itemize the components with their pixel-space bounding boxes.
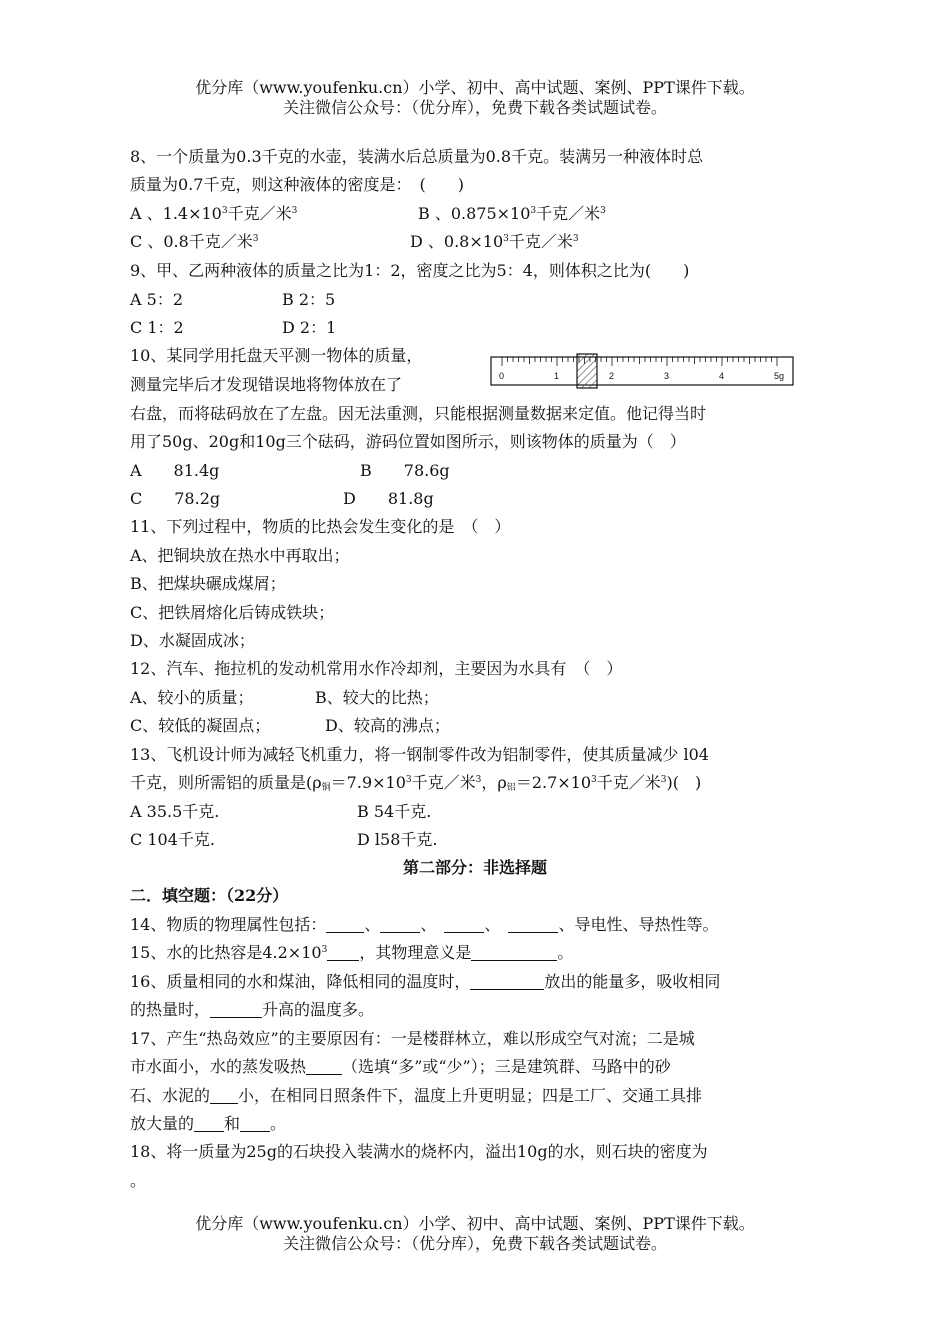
q13-stem-line-1: 13、飞机设计师为减轻飞机重力，将一钢制零件改为铝制零件，使其质量减少 l04 — [130, 745, 709, 764]
q8-option-c: C 、0.8千克／米$^3$ — [130, 232, 259, 251]
part2-title: 第二部分：非选择题 — [402, 858, 547, 877]
balance-beam-scale-figure — [490, 352, 796, 392]
scale-frame — [491, 357, 793, 385]
rider-slider — [577, 354, 597, 388]
scale-label: 2 — [609, 371, 615, 381]
q13-stem-line-2: 千克，则所需铝的质量是($\rho_铜=7.9\times 10^3$千克／米$^3$，$\rho_铝=2.7\times 10^3$千克／米$^3$)( ) — [130, 773, 702, 793]
q8-option-d: D 、$0.8\times 10^3$千克／米$^3$ — [410, 232, 579, 251]
scale-label: 0 — [499, 371, 505, 381]
q10-option-a: A 81.4g — [130, 461, 220, 480]
q13-option-d: D l58千克. — [357, 830, 438, 849]
q16-blank-1[interactable] — [470, 973, 544, 990]
q11-option-a: A、把铜块放在热水中再取出； — [130, 546, 350, 565]
q13-option-a: A 35.5千克. — [130, 802, 220, 821]
q13-option-c: C 104千克. — [130, 830, 215, 849]
q17-line-4: 放大量的 和 。 — [130, 1114, 287, 1133]
q11-option-c: C、把铁屑熔化后铸成铁块； — [130, 603, 335, 622]
q11-option-b: B、把煤块碾成煤屑； — [130, 574, 286, 593]
q10-stem-line-3: 右盘，而将砝码放在了左盘。因无法重测，只能根据测量数据来定值。他记得当时 — [130, 404, 707, 423]
q10-option-c: C 78.2g — [130, 489, 221, 508]
q17-line-1: 17、产生“热岛效应”的主要原因有：一是楼群林立，难以形成空气对流；二是城 — [130, 1029, 695, 1048]
q10-option-b: B 78.6g — [360, 461, 450, 480]
q17-blank-2[interactable] — [210, 1087, 238, 1104]
q15-line: 15、水的比热容是$4.2\times 10^3$ ，其物理意义是 。 — [130, 943, 574, 962]
q17-blank-1[interactable] — [306, 1058, 342, 1075]
fill-in-section-heading: 二．填空题：（22分） — [130, 886, 289, 905]
q16-blank-2[interactable] — [210, 1001, 262, 1018]
q9-option-b: B 2：5 — [282, 290, 336, 309]
q14-line: 14、物质的物理属性包括： 、 、 、 、导电性、导热性等。 — [130, 915, 719, 934]
q9-option-d: D 2：1 — [282, 318, 337, 337]
q18-line-1: 18、将一质量为25g的石块投入装满水的烧杯内，溢出10g的水，则石块的密度为 — [130, 1142, 708, 1161]
scale-label: 4 — [719, 371, 725, 381]
scale-label: 5g — [774, 371, 785, 381]
q18-line-2: 。 — [130, 1171, 147, 1190]
q12-option-a: A、较小的质量； — [130, 688, 254, 707]
q16-line-1: 16、质量相同的水和煤油，降低相同的温度时， 放出的能量多，吸收相同 — [130, 972, 721, 991]
q10-stem-line-1: 10、某同学用托盘天平测一物体的质量， — [130, 346, 423, 365]
q10-stem-line-2: 测量完毕后才发现错误地将物体放在了 — [130, 375, 403, 394]
q12-option-b: B、较大的比热； — [315, 688, 439, 707]
header-line-2: 关注微信公众号：（优分库），免费下载各类试题试卷。 — [282, 98, 667, 117]
q16-line-2: 的热量时， 升高的温度多。 — [130, 1000, 375, 1019]
q11-option-d: D、水凝固成冰； — [130, 631, 255, 650]
scale-label: 3 — [664, 371, 670, 381]
scale-label: 1 — [554, 371, 560, 381]
q8-stem-line-1: 8、一个质量为0.3千克的水壶，装满水后总质量为0.8千克。装满另一种液体时总 — [130, 147, 704, 166]
q13-option-b: B 54千克. — [357, 802, 432, 821]
q14-blank-3[interactable] — [444, 916, 484, 933]
q12-stem: 12、汽车、拖拉机的发动机常用水作冷却剂，主要因为水具有 （ ） — [130, 659, 623, 678]
q17-blank-4[interactable] — [240, 1115, 270, 1132]
q9-option-c: C 1：2 — [130, 318, 184, 337]
footer-line-2: 关注微信公众号：（优分库），免费下载各类试题试卷。 — [282, 1234, 667, 1253]
q15-blank-1[interactable] — [327, 944, 359, 961]
q12-option-c: C、较低的凝固点； — [130, 716, 271, 735]
q11-stem: 11、下列过程中，物质的比热会发生变化的是 （ ） — [130, 517, 511, 536]
header-line-1: 优分库（www.youfenku.cn）小学、初中、高中试题、案例、PPT课件下载。 — [195, 78, 755, 97]
q17-blank-3[interactable] — [194, 1115, 224, 1132]
q8-option-a: A 、$1.4\times 10^3$千克／米$^3$ — [130, 204, 298, 223]
q17-line-3: 石、水泥的 小，在相同日照条件下，温度上升更明显；四是工厂、交通工具排 — [130, 1086, 703, 1105]
q10-option-d: D 81.8g — [343, 489, 434, 508]
q14-blank-2[interactable] — [380, 916, 420, 933]
footer-line-1: 优分库（www.youfenku.cn）小学、初中、高中试题、案例、PPT课件下载。 — [195, 1214, 755, 1233]
q14-blank-1[interactable] — [326, 916, 364, 933]
q8-stem-line-2: 质量为0.7千克，则这种液体的密度是： ( ) — [130, 175, 464, 194]
q10-stem-line-4: 用了50g、20g和10g三个砝码，游码位置如图所示，则该物体的质量为（ ） — [130, 432, 686, 451]
q14-blank-4[interactable] — [508, 916, 558, 933]
q9-stem: 9、甲、乙两种液体的质量之比为1：2，密度之比为5：4，则体积之比为( ) — [130, 261, 690, 280]
q9-option-a: A 5：2 — [130, 290, 184, 309]
q17-line-2: 市水面小，水的蒸发吸热 （选填“多”或“少”）；三是建筑群、马路中的砂 — [130, 1057, 671, 1076]
q15-blank-2[interactable] — [471, 944, 557, 961]
q8-option-b: B 、$0.875\times 10^3$千克／米$^3$ — [418, 204, 606, 223]
q12-option-d: D、较高的沸点； — [325, 716, 450, 735]
